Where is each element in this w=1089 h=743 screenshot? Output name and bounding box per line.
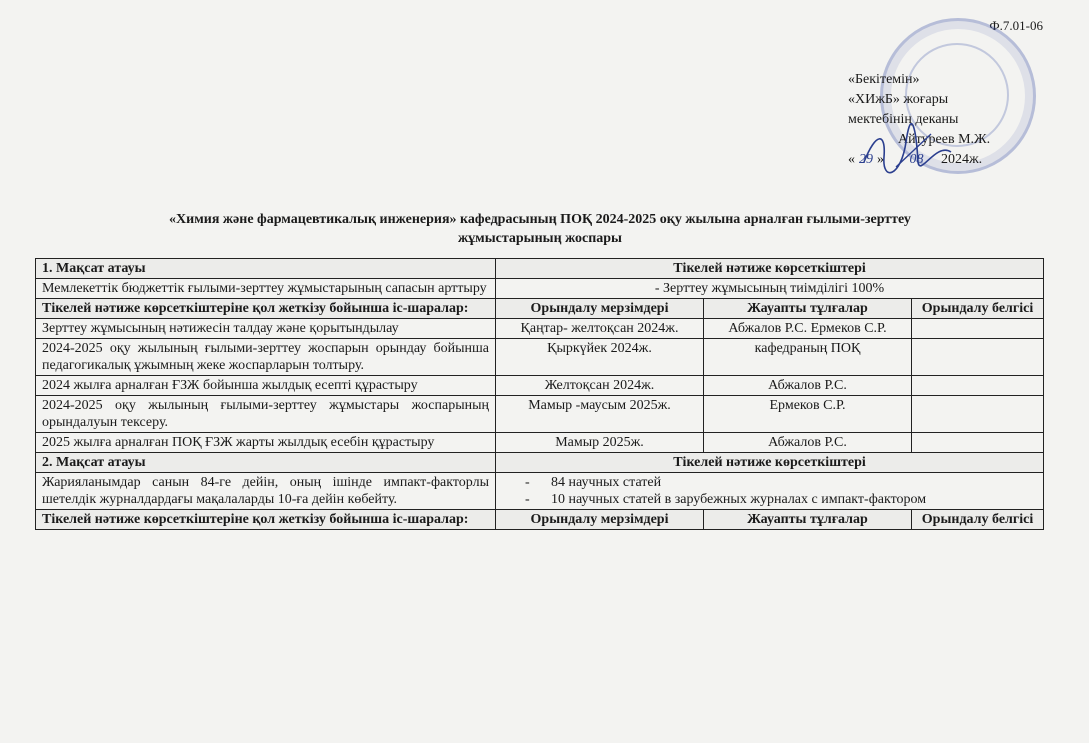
activity-cell: 2025 жылға арналған ПОҚ ҒЗЖ жарты жылдық есебін құрастыру (36, 433, 496, 453)
handwritten-signature (856, 122, 966, 182)
approval-line-3: мектебінің деканы (848, 112, 959, 127)
activity-cell: 2024-2025 оқу жылының ғылыми-зерттеу жоспарын орындау бойынша педагогикалық ұжымның жеке жоспарларын толтыру. (36, 339, 496, 376)
mark-cell (912, 396, 1044, 433)
list-item (527, 491, 1037, 508)
title-line-2: жұмыстарының жоспары (458, 231, 622, 246)
research-plan-table (35, 258, 1044, 530)
activities-header: Тікелей нәтиже көрсеткіштеріне қол жеткізу бойынша іс-шаралар: (36, 510, 496, 530)
responsible-cell: Абжалов Р.С. Ермеков С.Р. (704, 319, 912, 339)
activities-header-row (36, 299, 1044, 319)
table-row (36, 376, 1044, 396)
indicator-item: 10 научных статей в зарубежных журналах с импакт-фактором (551, 492, 927, 507)
section1-header-row (36, 259, 1044, 279)
deadline-header: Орындалу мерзімдері (496, 510, 704, 530)
deadline-cell: Мамыр -маусым 2025ж. (496, 396, 704, 433)
responsible-header: Жауапты тұлғалар (704, 299, 912, 319)
mark-cell (912, 433, 1044, 453)
approval-line-1: «Бекітемін» (848, 72, 920, 87)
date-month: 08 (909, 152, 924, 167)
title-line-1: «Химия және фармацевтикалық инженерия» кафедрасының ПОҚ 2024-2025 оқу жылына арналған ғылыми-зерттеу (169, 212, 911, 227)
table-row (36, 396, 1044, 433)
indicator-list-cell (496, 473, 1044, 510)
list-item (527, 474, 1037, 491)
indicators-label: Тікелей нәтиже көрсеткіштері (496, 259, 1044, 279)
activity-cell: Зерттеу жұмысының нәтижесін талдау және қорытындылау (36, 319, 496, 339)
table-row (36, 339, 1044, 376)
mark-cell (912, 376, 1044, 396)
goal-row (36, 279, 1044, 299)
mark-header: Орындалу белгісі (912, 510, 1044, 530)
goal-row (36, 473, 1044, 510)
activity-cell: 2024-2025 оқу жылының ғылыми-зерттеу жұмыстары жоспарының орындалуын тексеру. (36, 396, 496, 433)
responsible-cell: Абжалов Р.С. (704, 433, 912, 453)
responsible-cell: Ермеков С.Р. (704, 396, 912, 433)
deadline-cell: Қаңтар- желтоқсан 2024ж. (496, 319, 704, 339)
form-code: Ф.7.01-06 (989, 18, 1043, 33)
mark-header: Орындалу белгісі (912, 299, 1044, 319)
activities-header-row (36, 510, 1044, 530)
indicators-label: Тікелей нәтиже көрсеткіштері (496, 453, 1044, 473)
deadline-header: Орындалу мерзімдері (496, 299, 704, 319)
goal-label: 1. Мақсат атауы (36, 259, 496, 279)
document-title (40, 210, 1040, 248)
date-open-quote: « (848, 152, 855, 167)
goal-text: Жарияланымдар санын 84-ге дейін, оның ішінде импакт-факторлы шетелдік журналдардағы мақалаларды 10-ға дейін көбейту. (36, 473, 496, 510)
date-day: 29 (859, 152, 873, 167)
date-year: 2024ж. (941, 152, 983, 167)
section2-header-row (36, 453, 1044, 473)
table-row (36, 433, 1044, 453)
table-row (36, 319, 1044, 339)
indicator-list (502, 474, 1037, 508)
date-close-quote: » (877, 152, 884, 167)
activity-cell: 2024 жылға арналған ҒЗЖ бойынша жылдық есепті құрастыру (36, 376, 496, 396)
responsible-cell: Абжалов Р.С. (704, 376, 912, 396)
mark-cell (912, 339, 1044, 376)
goal-text: Мемлекеттік бюджеттік ғылыми-зерттеу жұмыстарының сапасын арттыру (36, 279, 496, 299)
responsible-header: Жауапты тұлғалар (704, 510, 912, 530)
responsible-cell: кафедраның ПОҚ (704, 339, 912, 376)
deadline-cell: Желтоқсан 2024ж. (496, 376, 704, 396)
goal-label: 2. Мақсат атауы (36, 453, 496, 473)
deadline-cell: Мамыр 2025ж. (496, 433, 704, 453)
indicator-text: - Зерттеу жұмысының тиімділігі 100% (496, 279, 1044, 299)
mark-cell (912, 319, 1044, 339)
activities-header: Тікелей нәтиже көрсеткіштеріне қол жеткізу бойынша іс-шаралар: (36, 299, 496, 319)
approval-line-2: «ХИжБ» жоғары (848, 92, 949, 107)
deadline-cell: Қыркүйек 2024ж. (496, 339, 704, 376)
indicator-item: 84 научных статей (551, 475, 662, 490)
approval-signer: Айтуреев М.Ж. (898, 132, 991, 147)
